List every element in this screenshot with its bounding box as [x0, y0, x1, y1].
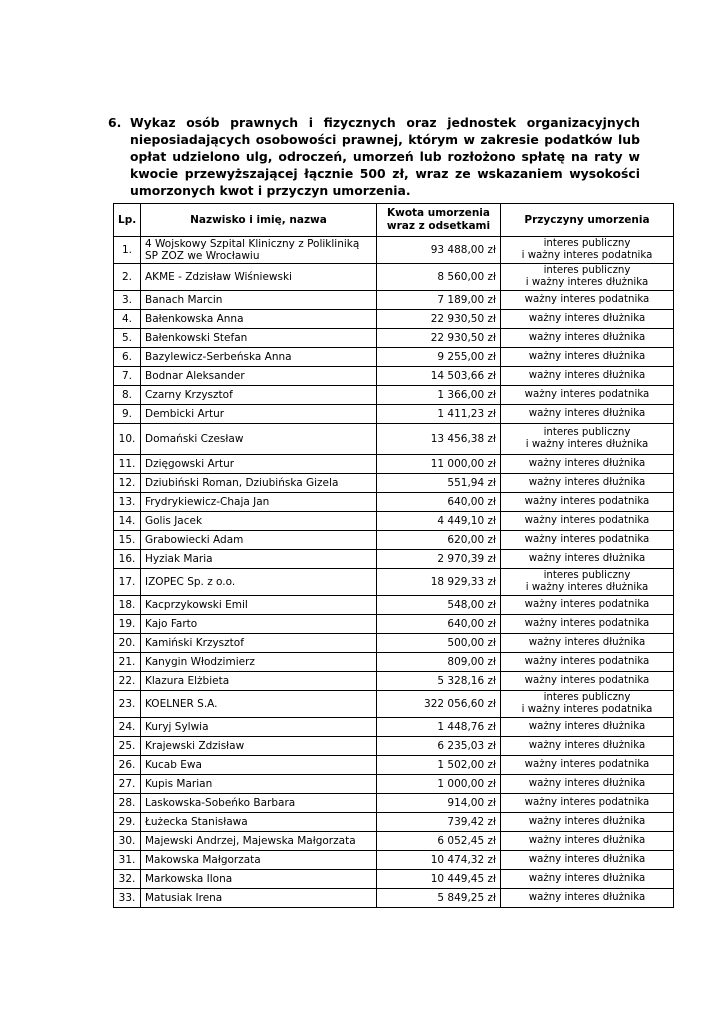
table-row: [114, 596, 674, 615]
table-body: [114, 237, 674, 908]
header-lp: Lp.: [114, 204, 141, 237]
table-row: [114, 775, 674, 794]
row-amount: 2 970,39 zł: [377, 550, 501, 569]
row-name: Bałenkowska Anna: [141, 310, 377, 329]
remissions-table: [113, 203, 674, 908]
row-reason: ważny interes dłużnika: [501, 367, 674, 386]
row-amount: 1 411,23 zł: [377, 405, 501, 424]
row-name: Golis Jacek: [141, 512, 377, 531]
row-amount: 1 000,00 zł: [377, 775, 501, 794]
row-name: Banach Marcin: [141, 291, 377, 310]
table-row: [114, 531, 674, 550]
table-header-row: [114, 204, 674, 237]
row-amount: 22 930,50 zł: [377, 310, 501, 329]
row-reason: ważny interes dłużnika: [501, 775, 674, 794]
row-lp: 22.: [114, 672, 141, 691]
row-reason: ważny interes podatnika: [501, 615, 674, 634]
row-lp: 9.: [114, 405, 141, 424]
table-row: [114, 424, 674, 455]
row-lp: 20.: [114, 634, 141, 653]
table-row: [114, 329, 674, 348]
row-reason: ważny interes podatnika: [501, 756, 674, 775]
row-reason: ważny interes podatnika: [501, 386, 674, 405]
table-row: [114, 237, 674, 264]
row-lp: 25.: [114, 737, 141, 756]
table-row: [114, 569, 674, 596]
table-row: [114, 889, 674, 908]
row-name: Grabowiecki Adam: [141, 531, 377, 550]
row-amount: 551,94 zł: [377, 474, 501, 493]
row-lp: 8.: [114, 386, 141, 405]
row-reason: ważny interes dłużnika: [501, 832, 674, 851]
table-row: [114, 455, 674, 474]
row-reason: ważny interes podatnika: [501, 794, 674, 813]
row-lp: 21.: [114, 653, 141, 672]
table-row: [114, 550, 674, 569]
row-lp: 28.: [114, 794, 141, 813]
table-row: [114, 615, 674, 634]
row-reason: ważny interes dłużnika: [501, 718, 674, 737]
row-amount: 18 929,33 zł: [377, 569, 501, 596]
row-name: Bodnar Aleksander: [141, 367, 377, 386]
row-reason: interes publiczny i ważny interes dłużnika: [501, 424, 674, 455]
row-amount: 11 000,00 zł: [377, 455, 501, 474]
header-amount-line-2: wraz z odsetkami: [386, 220, 491, 232]
row-name: Frydrykiewicz-Chaja Jan: [141, 493, 377, 512]
row-lp: 15.: [114, 531, 141, 550]
row-amount: 322 056,60 zł: [377, 691, 501, 718]
row-name: KOELNER S.A.: [141, 691, 377, 718]
row-lp: 12.: [114, 474, 141, 493]
row-amount: 5 849,25 zł: [377, 889, 501, 908]
row-name: Krajewski Zdzisław: [141, 737, 377, 756]
row-name: Majewski Andrzej, Majewska Małgorzata: [141, 832, 377, 851]
row-name: Bazylewicz-Serbeńska Anna: [141, 348, 377, 367]
row-reason: ważny interes dłużnika: [501, 737, 674, 756]
row-lp: 3.: [114, 291, 141, 310]
row-reason: ważny interes podatnika: [501, 512, 674, 531]
row-name: IZOPEC Sp. z o.o.: [141, 569, 377, 596]
row-amount: 10 449,45 zł: [377, 870, 501, 889]
row-name: Dzięgowski Artur: [141, 455, 377, 474]
row-lp: 6.: [114, 348, 141, 367]
table-row: [114, 310, 674, 329]
table-row: [114, 737, 674, 756]
row-name: Makowska Małgorzata: [141, 851, 377, 870]
row-amount: 7 189,00 zł: [377, 291, 501, 310]
table-row: [114, 348, 674, 367]
row-amount: 6 235,03 zł: [377, 737, 501, 756]
row-name: Kanygin Włodzimierz: [141, 653, 377, 672]
row-name: Domański Czesław: [141, 424, 377, 455]
row-amount: 8 560,00 zł: [377, 264, 501, 291]
row-reason: ważny interes dłużnika: [501, 550, 674, 569]
row-lp: 16.: [114, 550, 141, 569]
row-name: Matusiak Irena: [141, 889, 377, 908]
row-amount: 10 474,32 zł: [377, 851, 501, 870]
row-lp: 4.: [114, 310, 141, 329]
table-row: [114, 794, 674, 813]
row-amount: 548,00 zł: [377, 596, 501, 615]
row-lp: 1.: [114, 237, 141, 264]
row-name: Kupis Marian: [141, 775, 377, 794]
header-amount: [377, 204, 501, 237]
table-row: [114, 405, 674, 424]
row-amount: 809,00 zł: [377, 653, 501, 672]
row-lp: 18.: [114, 596, 141, 615]
row-amount: 640,00 zł: [377, 615, 501, 634]
row-reason: interes publiczny i ważny interes podatnika: [501, 237, 674, 264]
header-name: Nazwisko i imię, nazwa: [141, 204, 377, 237]
row-reason: ważny interes dłużnika: [501, 889, 674, 908]
row-amount: 4 449,10 zł: [377, 512, 501, 531]
row-lp: 31.: [114, 851, 141, 870]
row-reason: ważny interes podatnika: [501, 596, 674, 615]
row-name: Dziubiński Roman, Dziubińska Gizela: [141, 474, 377, 493]
table-row: [114, 474, 674, 493]
row-amount: 14 503,66 zł: [377, 367, 501, 386]
row-lp: 24.: [114, 718, 141, 737]
section-title: Wykaz osób prawnych i fizycznych oraz jednostek organizacyjnych nieposiadających osobowości prawnej, którym w zakresie podatków lub opłat udzielono ulg, odroczeń, umorzeń lub rozłożono spłatę na raty w kwocie przewyższającej łącznie 500 zł, wraz ze wskazaniem wysokości umorzonych kwot i przyczyn umorzenia.: [130, 115, 640, 198]
row-amount: 9 255,00 zł: [377, 348, 501, 367]
row-amount: 1 502,00 zł: [377, 756, 501, 775]
row-lp: 29.: [114, 813, 141, 832]
row-lp: 7.: [114, 367, 141, 386]
row-amount: 5 328,16 zł: [377, 672, 501, 691]
row-lp: 5.: [114, 329, 141, 348]
row-name: Hyziak Maria: [141, 550, 377, 569]
row-reason: ważny interes podatnika: [501, 531, 674, 550]
row-reason: interes publiczny i ważny interes podatnika: [501, 691, 674, 718]
row-reason: ważny interes podatnika: [501, 493, 674, 512]
row-amount: 620,00 zł: [377, 531, 501, 550]
row-lp: 26.: [114, 756, 141, 775]
row-name: Markowska Ilona: [141, 870, 377, 889]
row-lp: 11.: [114, 455, 141, 474]
table-row: [114, 832, 674, 851]
row-reason: ważny interes dłużnika: [501, 870, 674, 889]
row-name: Kuryj Sylwia: [141, 718, 377, 737]
row-amount: 500,00 zł: [377, 634, 501, 653]
table-row: [114, 813, 674, 832]
row-lp: 30.: [114, 832, 141, 851]
row-reason: ważny interes dłużnika: [501, 310, 674, 329]
row-name: Kamiński Krzysztof: [141, 634, 377, 653]
table-row: [114, 386, 674, 405]
table-row: [114, 691, 674, 718]
row-lp: 19.: [114, 615, 141, 634]
table-row: [114, 672, 674, 691]
row-lp: 32.: [114, 870, 141, 889]
row-lp: 23.: [114, 691, 141, 718]
row-lp: 27.: [114, 775, 141, 794]
row-amount: 1 448,76 zł: [377, 718, 501, 737]
row-lp: 10.: [114, 424, 141, 455]
header-amount-line-1: Kwota umorzenia: [386, 207, 490, 219]
row-amount: 1 366,00 zł: [377, 386, 501, 405]
table-row: [114, 512, 674, 531]
row-amount: 13 456,38 zł: [377, 424, 501, 455]
row-reason: ważny interes podatnika: [501, 653, 674, 672]
row-reason: ważny interes dłużnika: [501, 455, 674, 474]
row-amount: 640,00 zł: [377, 493, 501, 512]
row-reason: ważny interes dłużnika: [501, 405, 674, 424]
row-amount: 6 052,45 zł: [377, 832, 501, 851]
table-row: [114, 756, 674, 775]
table-row: [114, 634, 674, 653]
row-name: Kacprzykowski Emil: [141, 596, 377, 615]
section-heading: [108, 114, 640, 199]
section-number: 6.: [108, 115, 122, 130]
row-name: Czarny Krzysztof: [141, 386, 377, 405]
row-reason: ważny interes dłużnika: [501, 329, 674, 348]
row-lp: 2.: [114, 264, 141, 291]
row-reason: ważny interes dłużnika: [501, 813, 674, 832]
row-reason: interes publiczny i ważny interes dłużnika: [501, 264, 674, 291]
row-amount: 739,42 zł: [377, 813, 501, 832]
table-row: [114, 291, 674, 310]
table-row: [114, 851, 674, 870]
row-name: Laskowska-Sobeńko Barbara: [141, 794, 377, 813]
row-name: Kajo Farto: [141, 615, 377, 634]
table-row: [114, 493, 674, 512]
table-row: [114, 367, 674, 386]
row-reason: ważny interes podatnika: [501, 672, 674, 691]
row-lp: 13.: [114, 493, 141, 512]
table-row: [114, 870, 674, 889]
row-name: Łużecka Stanisława: [141, 813, 377, 832]
row-name: Dembicki Artur: [141, 405, 377, 424]
header-reason: Przyczyny umorzenia: [501, 204, 674, 237]
row-reason: ważny interes dłużnika: [501, 851, 674, 870]
row-reason: ważny interes dłużnika: [501, 474, 674, 493]
row-reason: interes publiczny i ważny interes dłużnika: [501, 569, 674, 596]
row-reason: ważny interes dłużnika: [501, 348, 674, 367]
row-reason: ważny interes dłużnika: [501, 634, 674, 653]
row-name: Bałenkowski Stefan: [141, 329, 377, 348]
row-name: Klazura Elżbieta: [141, 672, 377, 691]
row-name: AKME - Zdzisław Wiśniewski: [141, 264, 377, 291]
row-amount: 22 930,50 zł: [377, 329, 501, 348]
row-amount: 93 488,00 zł: [377, 237, 501, 264]
row-lp: 33.: [114, 889, 141, 908]
row-amount: 914,00 zł: [377, 794, 501, 813]
row-name: Kucab Ewa: [141, 756, 377, 775]
table-row: [114, 718, 674, 737]
row-name: 4 Wojskowy Szpital Kliniczny z Polikliniką SP ZOZ we Wrocławiu: [141, 237, 377, 264]
table-row: [114, 264, 674, 291]
row-lp: 17.: [114, 569, 141, 596]
row-lp: 14.: [114, 512, 141, 531]
table-row: [114, 653, 674, 672]
row-reason: ważny interes podatnika: [501, 291, 674, 310]
